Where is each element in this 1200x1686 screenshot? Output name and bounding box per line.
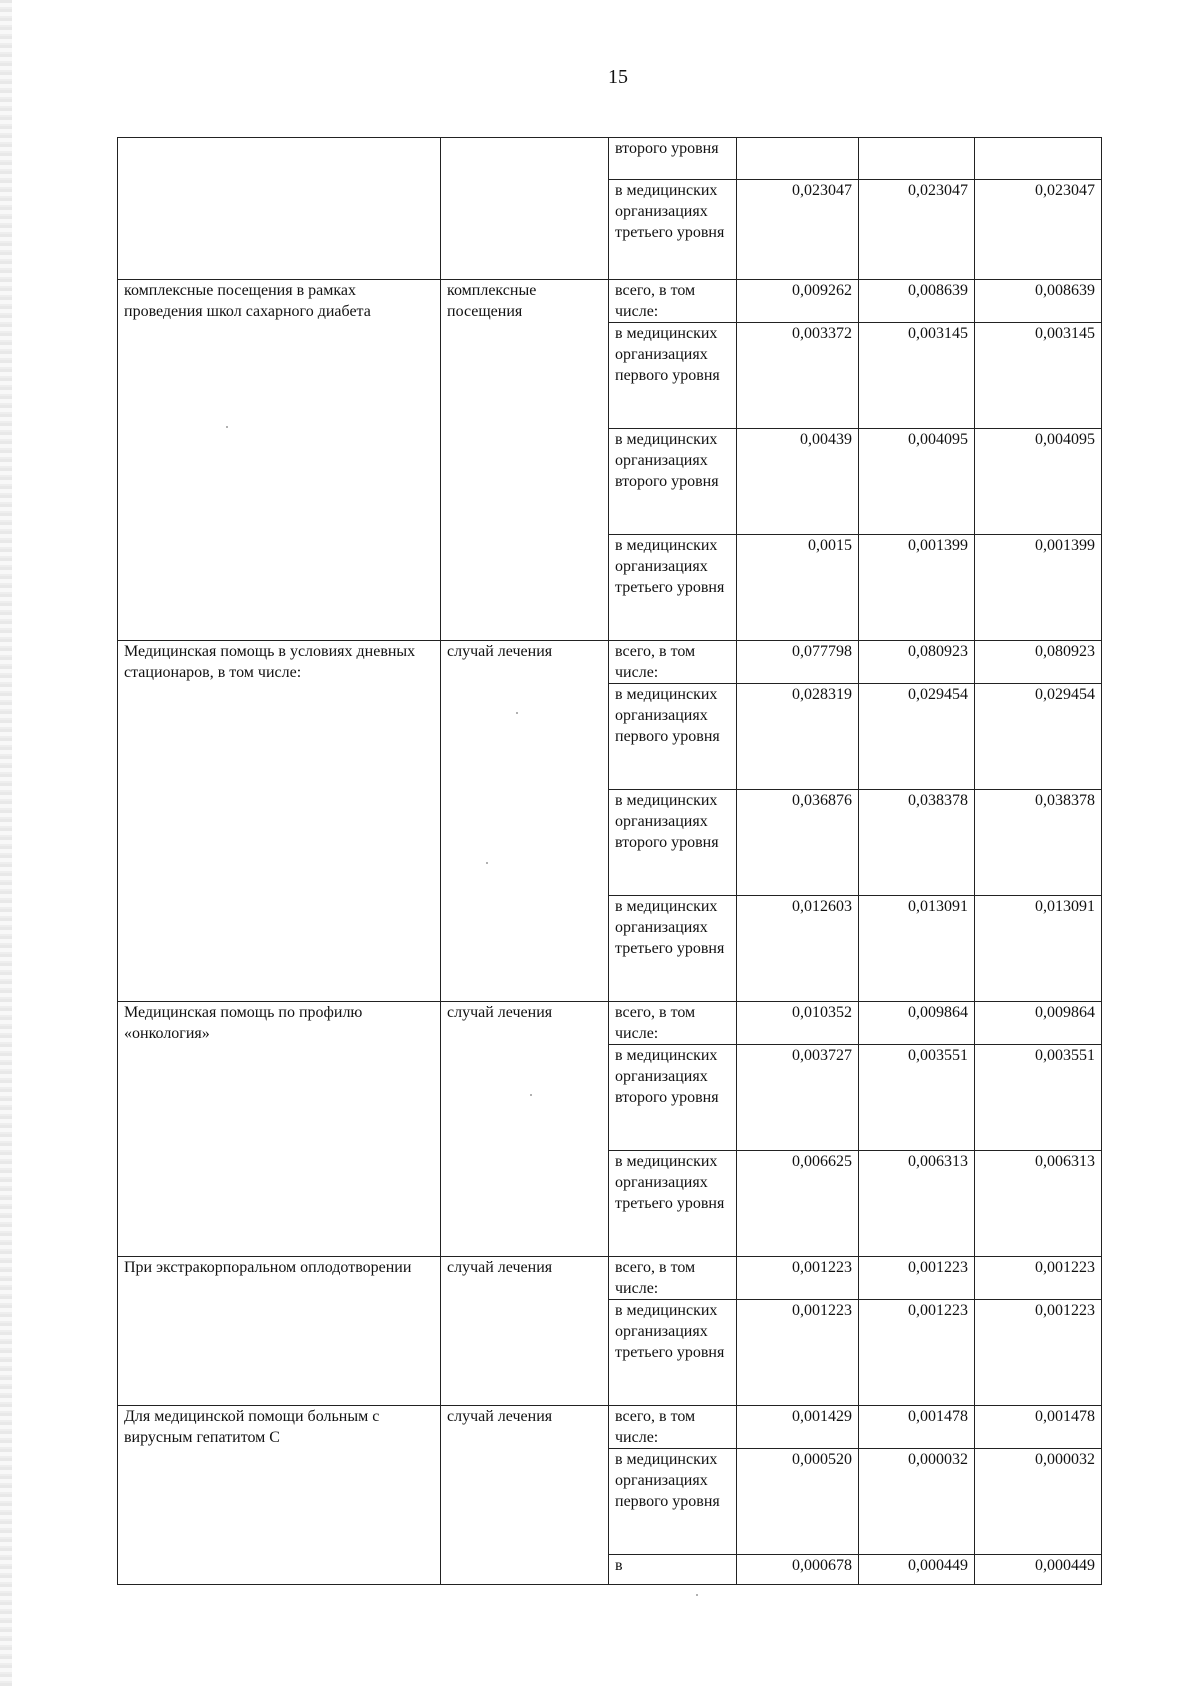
cell-level: в медицинских организациях третьего уровня [609, 180, 737, 280]
cell-value-3: 0,000032 [975, 1449, 1102, 1555]
cell-value-2: 0,080923 [859, 641, 975, 684]
cell-value-2: 0,001223 [859, 1257, 975, 1300]
cell-value-1: 0,000678 [737, 1555, 859, 1585]
cell-value-1: 0,028319 [737, 684, 859, 790]
cell-indicator-name: Медицинская помощь в условиях дневных стационаров, в том числе: [118, 641, 441, 1002]
cell-value-3: 0,003551 [975, 1045, 1102, 1151]
cell-value-1: 0,00439 [737, 429, 859, 535]
scan-speck [486, 862, 488, 864]
cell-value-2: 0,001223 [859, 1300, 975, 1406]
table-row [118, 641, 1102, 684]
cell-value-2: 0,000032 [859, 1449, 975, 1555]
table-row [118, 1002, 1102, 1045]
data-table [117, 137, 1102, 1585]
table-body [118, 138, 1102, 1585]
cell-value-2: 0,009864 [859, 1002, 975, 1045]
cell-value-1: 0,000520 [737, 1449, 859, 1555]
cell-level: в медицинских организациях второго уровня [609, 1045, 737, 1151]
scan-speck [516, 712, 518, 714]
cell-value-2: 0,023047 [859, 180, 975, 280]
cell-indicator-name: комплексные посещения в рамках проведения школ сахарного диабета [118, 280, 441, 641]
cell-value-1: 0,009262 [737, 280, 859, 323]
cell-value-3: 0,004095 [975, 429, 1102, 535]
table-row [118, 1257, 1102, 1300]
cell-value-2: 0,029454 [859, 684, 975, 790]
cell-value-1: 0,001223 [737, 1257, 859, 1300]
cell-unit: случай лечения [441, 1406, 609, 1585]
cell-value-3: 0,038378 [975, 790, 1102, 896]
cell-indicator-name [118, 138, 441, 280]
table-row [118, 280, 1102, 323]
cell-value-1: 0,006625 [737, 1151, 859, 1257]
cell-unit: случай лечения [441, 1002, 609, 1257]
cell-level: всего, в том числе: [609, 1002, 737, 1045]
cell-indicator-name: Медицинская помощь по профилю «онкология» [118, 1002, 441, 1257]
cell-level: всего, в том числе: [609, 1406, 737, 1449]
cell-value-1: 0,0015 [737, 535, 859, 641]
cell-level: в медицинских организациях первого уровня [609, 1449, 737, 1555]
cell-value-3: 0,023047 [975, 180, 1102, 280]
page-number: 15 [608, 66, 628, 88]
cell-value-3: 0,080923 [975, 641, 1102, 684]
table-row [118, 138, 1102, 180]
cell-level: в [609, 1555, 737, 1585]
cell-level: в медицинских организациях третьего уровня [609, 896, 737, 1002]
cell-value-3: 0,008639 [975, 280, 1102, 323]
cell-value-2: 0,001478 [859, 1406, 975, 1449]
cell-unit: комплексные посещения [441, 280, 609, 641]
cell-level: всего, в том числе: [609, 1257, 737, 1300]
cell-value-2: 0,038378 [859, 790, 975, 896]
scan-speck [226, 426, 228, 428]
cell-value-3: 0,000449 [975, 1555, 1102, 1585]
scan-speck [696, 1594, 698, 1596]
cell-value-2: 0,008639 [859, 280, 975, 323]
cell-level: в медицинских организациях первого уровня [609, 684, 737, 790]
cell-level: всего, в том числе: [609, 641, 737, 684]
cell-unit: случай лечения [441, 641, 609, 1002]
cell-value-1: 0,003727 [737, 1045, 859, 1151]
cell-indicator-name: Для медицинской помощи больным с вирусным гепатитом С [118, 1406, 441, 1585]
cell-value-1: 0,036876 [737, 790, 859, 896]
cell-value-2: 0,003551 [859, 1045, 975, 1151]
cell-value-3: 0,029454 [975, 684, 1102, 790]
cell-value-3 [975, 138, 1102, 180]
scan-speck [530, 1094, 532, 1096]
cell-level: в медицинских организациях второго уровня [609, 790, 737, 896]
cell-value-1: 0,010352 [737, 1002, 859, 1045]
cell-level: второго уровня [609, 138, 737, 180]
cell-value-2: 0,000449 [859, 1555, 975, 1585]
cell-value-2: 0,006313 [859, 1151, 975, 1257]
cell-value-1 [737, 138, 859, 180]
cell-value-1: 0,001223 [737, 1300, 859, 1406]
cell-value-3: 0,013091 [975, 896, 1102, 1002]
cell-value-2: 0,001399 [859, 535, 975, 641]
scan-edge [0, 0, 12, 1686]
cell-value-3: 0,001478 [975, 1406, 1102, 1449]
cell-level: в медицинских организациях третьего уровня [609, 1300, 737, 1406]
cell-value-1: 0,023047 [737, 180, 859, 280]
cell-indicator-name: При экстракорпоральном оплодотворении [118, 1257, 441, 1406]
cell-value-3: 0,001399 [975, 535, 1102, 641]
cell-unit [441, 138, 609, 280]
cell-value-2 [859, 138, 975, 180]
table-row [118, 1406, 1102, 1449]
cell-level: в медицинских организациях третьего уровня [609, 1151, 737, 1257]
cell-value-3: 0,001223 [975, 1257, 1102, 1300]
cell-value-2: 0,013091 [859, 896, 975, 1002]
cell-value-1: 0,003372 [737, 323, 859, 429]
cell-value-3: 0,009864 [975, 1002, 1102, 1045]
cell-level: в медицинских организациях первого уровня [609, 323, 737, 429]
cell-value-1: 0,077798 [737, 641, 859, 684]
cell-value-3: 0,001223 [975, 1300, 1102, 1406]
cell-level: в медицинских организациях второго уровня [609, 429, 737, 535]
cell-value-3: 0,006313 [975, 1151, 1102, 1257]
cell-unit: случай лечения [441, 1257, 609, 1406]
cell-value-1: 0,001429 [737, 1406, 859, 1449]
cell-value-2: 0,004095 [859, 429, 975, 535]
cell-value-2: 0,003145 [859, 323, 975, 429]
cell-value-1: 0,012603 [737, 896, 859, 1002]
cell-level: в медицинских организациях третьего уровня [609, 535, 737, 641]
cell-value-3: 0,003145 [975, 323, 1102, 429]
cell-level: всего, в том числе: [609, 280, 737, 323]
